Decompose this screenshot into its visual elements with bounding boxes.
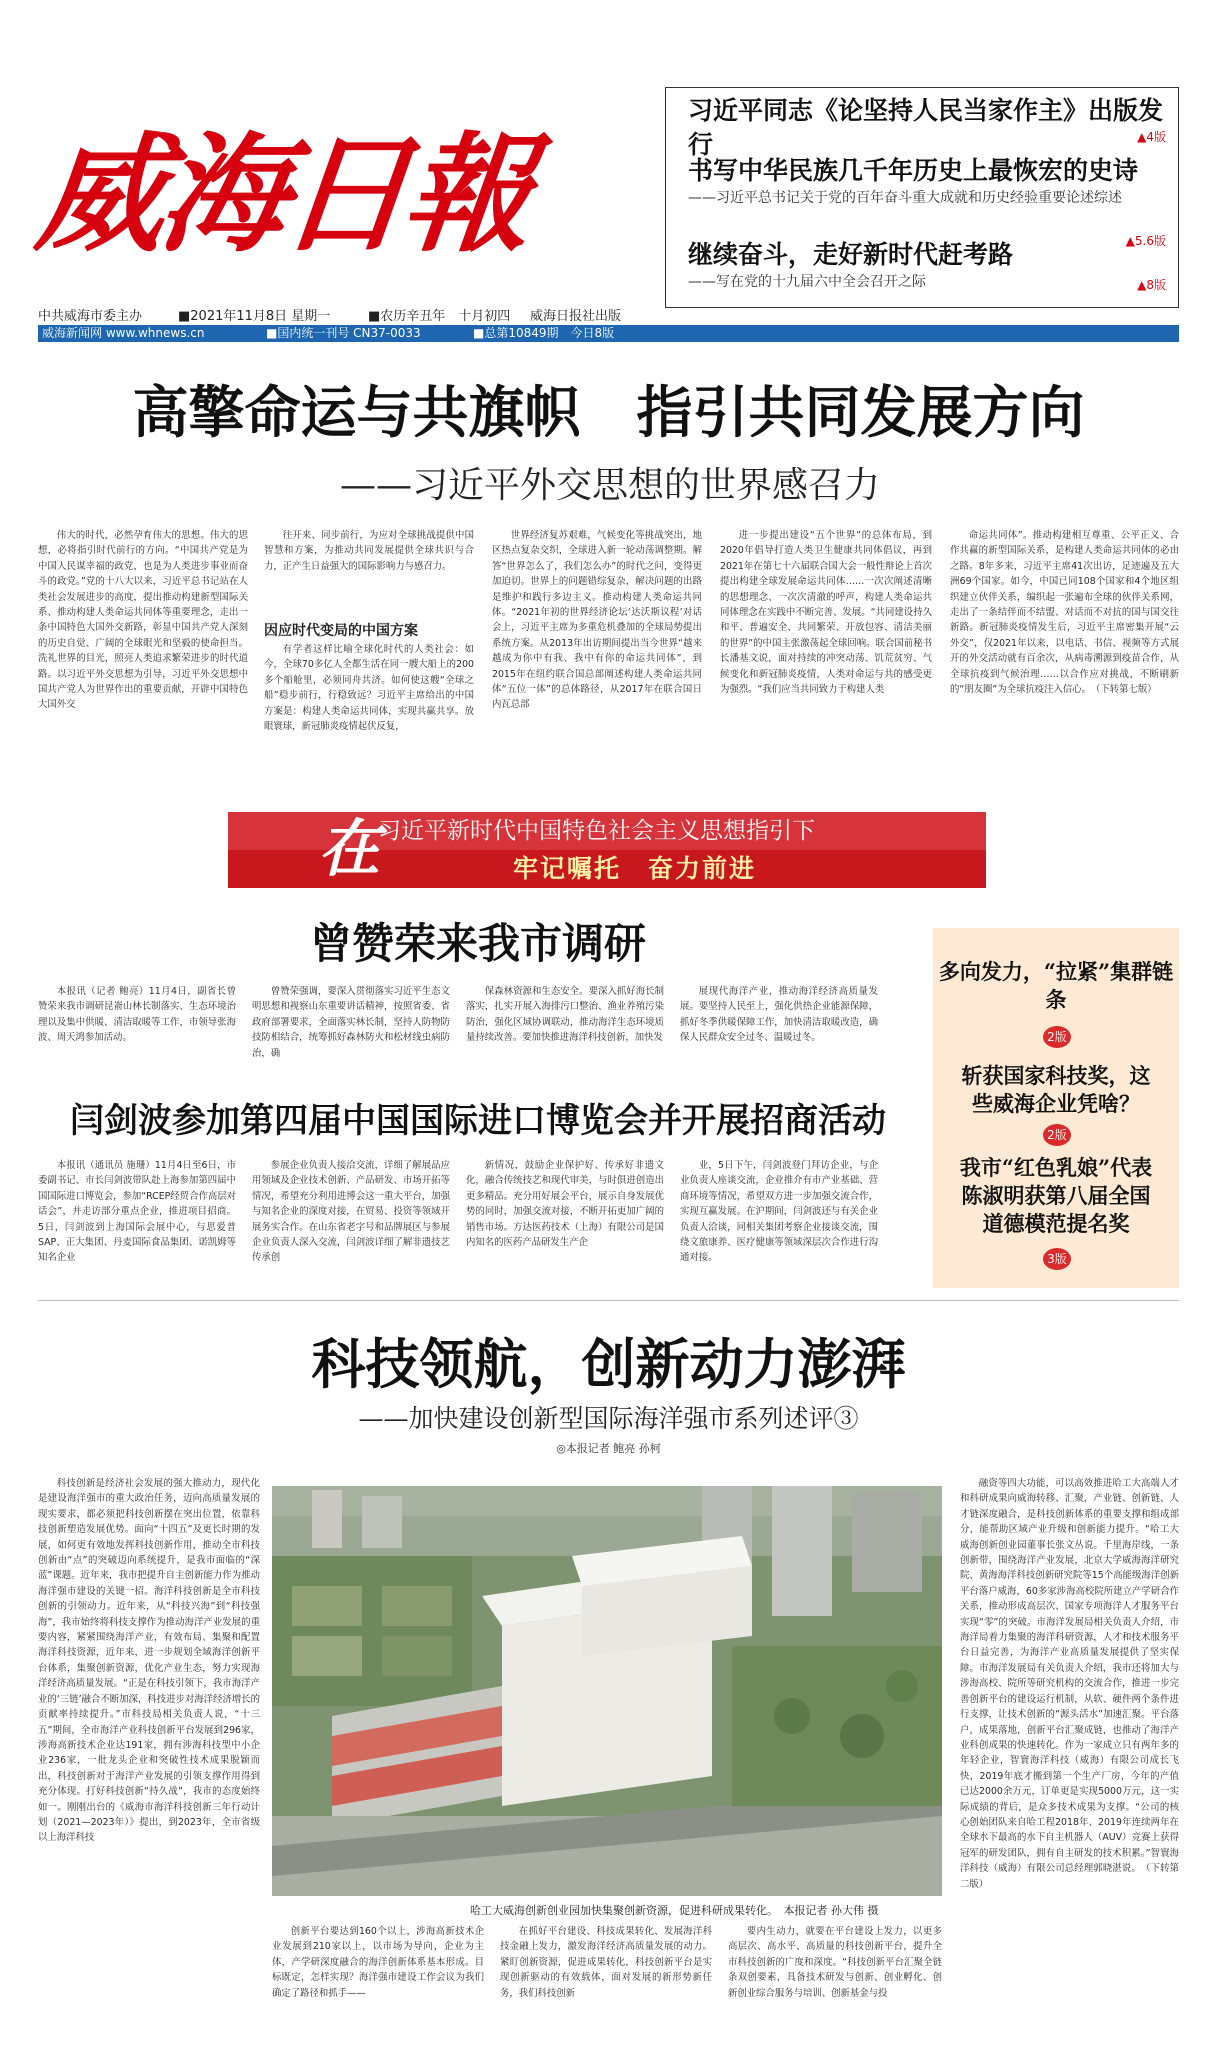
article3-headline: 闫剑波参加第四届中国国际进口博览会并开展招商活动 <box>70 1101 886 1141</box>
article3-column-2: 参展企业负责人接洽交流，详细了解展品应用领域及企业技术创新、产品研发、市场开拓等情况，希望充分利用进博会这一重大平台，加强与知名企业的深度对接，在贸易、投资等领域开展务实合作。在山东省老字号和品牌展区与参展企业负责人深入交流，闫剑波详细了解非遗技艺传承创 <box>252 1160 450 1264</box>
article3-column-3: 新情况，鼓励企业保护好、传承好非遗文化，融合传统技艺和现代审美，与时俱进创造出更多精品。充分用好展会平台，展示自身发展优势的同时，加强交流对接，不断开拓更加广阔的销售市场。方达医药技术（上海）有限公司是国内知名的医药产品研发生产企 <box>466 1160 664 1249</box>
photo-illustration <box>272 1486 942 1896</box>
theme-banner <box>228 812 986 888</box>
article2-column-4: 展现代海洋产业，推动海洋经济高质量发展。要坚持人民至上，强化供热企业能源保障，抓好冬季供暖保障工作，加快清洁取暖改造，确保人民群众安全过冬、温暖过冬。 <box>680 986 878 1044</box>
lead-headline: 高擎命运与共旗帜 指引共同发展方向 <box>132 380 1085 446</box>
masthead-title: 威海日報 <box>30 120 534 270</box>
campus-aerial-photo <box>272 1486 942 1896</box>
article4-headline: 科技领航，创新动力澎湃 <box>311 1332 906 1396</box>
article4-left-column: 科技创新是经济社会发展的强大推动力，现代化是建设海洋强市的重大政治任务，迈向高质量发展的现实要求，都必须把科技创新摆在突出位置，依靠科技创新塑造发展优势。面向“十四五”及更长时期的发展，如何更有效地发挥科技创新作用，推动全市科技创新由“点”的突破迈向系统提升，是我市面临的“深蓝”课题。近年来，我市把提升自主创新能力作为推动海洋强市建设的关键一招。海洋科技创新是全市科技创新的引领动力。近年来，从“科技兴海”到“科技强海”，我市始终将科技支撑作为推动海洋产业发展的重要内容，紧紧围绕海洋产业，有效布局、集聚和配置海洋科技资源，近年来，进一步规划全域海洋创新平台体系，集聚创新资源，优化产业生态，努力实现海洋经济高质量发展。“正是在科技引领下，我市海洋产业的‘三链’融合不断加深，科技进步对海洋经济增长的贡献率持续提升。”市科技局相关负责人说，“十三五”期间，全市海洋产业科技创新平台发展到296家，涉海高新技术企业达191家，拥有涉海科技型中小企业236家，一批龙头企业和突破性技术成果脱颖而出，科技创新对于海洋产业发展的引领支撑作用得到充分体现。打好科技创新“持久战”，我市的态度始终如一。刚刚出台的《威海市海洋科技创新三年行动计划（2021—2023年）》提出，到2023年，全市省级以上海洋科技 <box>38 1478 260 1844</box>
sidebar-item[interactable]: 多向发力，“拉紧”集群链条 <box>938 959 1174 1012</box>
lead-column-4: 进一步提出建设“五个世界”的总体布局，到2020年倡导打造人类卫生健康共同体倡议，再到2021年在第七十六届联合国大会一般性辩论上首次提出构建全球发展命运共同体……一次次阐述清晰的思想理念、一次次清澈的呼声，构建人类命运共同体理念在实践中不断完善、发展。“共同建设持久和平、普遍安全、共同繁荣、开放包容、清洁美丽的世界”的中国主张激荡起全球回响。联合国前秘书长潘基文说，面对持续的冲突动荡、饥荒贫穷、气候变化和新冠肺炎疫情，人类对命运与共的感受更为强烈。“我们应当共同致力于构建人类 <box>720 530 932 696</box>
section-divider <box>38 1300 1179 1301</box>
sidebar-page-badge: 3版 <box>1043 1248 1071 1270</box>
article4-bottom-column-2: 在抓好平台建设、科技成果转化、发展海洋科技金融上发力，激发海洋经济高质量发展的动力。紧盯创新资源，促进成果转化，科技创新平台是实现创新驱动的有效载体，面对发展的新形势新任务，我们科技创新 <box>500 1926 712 1999</box>
cn-number: ■国内统一刊号 CN37-0033 <box>266 326 421 340</box>
masthead-logo <box>30 95 650 295</box>
toc-item[interactable] <box>688 154 1166 248</box>
sidebar-page-badge: 2版 <box>1043 1026 1071 1048</box>
lead-column-1: 伟大的时代，必然孕育伟大的思想。伟大的思想，必将指引时代前行的方向。“中国共产党是为中国人民谋幸福的政党，也是为人类进步事业而奋斗的政党。”党的十八大以来，习近平总书记站在人类社会发展进步的高度，提出推动构建新型国际关系、推动构建人类命运共同体等重要理念，走出一条中国特色大国外交新路，彰显中国共产党人深刻的历史自觉、广阔的全球眼光和坚毅的使命担当。洗礼世界的目光，照亮人类追求繁荣进步的时代道路。以习近平外交思想为引导，习近平外交思想中国共产党人为世界作出的重要贡献，开辟中国特色大国外交 <box>38 530 248 711</box>
website[interactable]: 威海新闻网 www.whnews.cn <box>42 326 205 340</box>
lunar-date: ■农历辛丑年 十月初四 <box>368 309 511 324</box>
photo-caption: 哈工大威海创新创业园加快集聚创新资源，促进科研成果转化。 本报记者 孙大伟 摄 <box>470 1904 879 1917</box>
toc-title: 继续奋斗，走好新时代赶考路 <box>688 240 1014 269</box>
toc-item[interactable] <box>688 238 1166 292</box>
publisher: 威海日报社出版 <box>530 309 622 324</box>
article2-column-2: 曾赞荣强调，要深入贯彻落实习近平生态文明思想和视察山东重要讲话精神，按照省委、省政府部署要求，全面落实林长制，坚持人防物防技防相结合，统筹抓好森林防火和松材线虫病防治，确 <box>252 986 450 1059</box>
headline-index-box <box>665 87 1179 308</box>
article3-column-4: 业，5日下午，闫剑波登门拜访企业，与企业负责人座谈交流，企业推介有市产业基础、营商环境等情况，希望双方进一步加强交流合作，实现互赢发展。在沪期间，闫剑波还与有关企业负责人洽谈，同相关集团考察企业接谈交流，围绕文旅康养、医疗健康等领域深层次合作进行沟通对接。 <box>680 1160 878 1264</box>
banner-line-1: 习近平新时代中国特色社会主义思想指引下 <box>378 818 815 844</box>
article2-column-3: 保森林资源和生态安全。要深入抓好海长制落实，扎实开展入海排污口整治、渔业养殖污染防治，强化区域协调联动，推动海洋生态环境质量持续改善。要加快推进海洋科技创新，加快发 <box>466 986 664 1044</box>
issue-date: ■2021年11月8日 星期一 <box>178 309 331 324</box>
sidebar-teasers <box>933 928 1179 1288</box>
lead-column-2: 往开来、同步前行，为应对全球挑战提供中国智慧和方案，为推动共同发展提供全球共识与合力，正产生日益强大的国际影响力与感召力。 <box>264 530 474 572</box>
lead-column-5: 命运共同体”。推动构建相互尊重、公平正义、合作共赢的新型国际关系，是构建人类命运共同体的必由之路。8年多来，习近平主席41次出访，足迹遍及五大洲69个国家。如今，中国已同108个国家和4个地区组织建立伙伴关系，编织起一张遍布全球的伙伴关系网，走出了一条结伴而不结盟、对话而不对抗的国与国交往新路。新冠肺炎疫情发生后，习近平主席密集开展“云外交”，仅2021年以来，以电话、书信、视频等方式展开的外交活动就有百余次，从病毒溯源到疫苗合作，从全球抗疫到气候治理……以合作应对挑战，不断刷新的“朋友圈”为全球抗疫注入信心。 （下转第七版） <box>950 530 1179 696</box>
toc-page: ▲5.6版 <box>1125 234 1166 248</box>
article4-bottom-column-3: 要内生动力，就要在平台建设上发力，以更多高层次、高水平、高质量的科技创新平台，提升全市科技创新的广度和深度。“科技创新平台汇聚全链条双创要素，具备技术研发与创新、创业孵化、创新创业综合服务与培训、创新基金与投 <box>728 1926 942 1999</box>
article4-bottom-column-1: 创新平台要达到160个以上，涉海高新技术企业发展到210家以上，以市场为导向，企业为主体，产学研深度融合的海洋创新体系基本形成。目标既定，怎样实现？海洋强市建设工作会议为我们确定了路径和抓手—— <box>272 1926 484 1999</box>
lead-section-heading: 因应时代变局的中国方案 <box>264 623 418 639</box>
toc-page: ▲8版 <box>1137 278 1166 292</box>
article2-column-1: 本报讯（记者 鲍亮）11月4日，副省长曾赞荣来我市调研昆嵛山林长制落实、生态环境治理以及集中供暖、清洁取暖等工作，市领导张海波、周天鸿参加活动。 <box>38 986 236 1044</box>
sidebar-page-badge: 2版 <box>1043 1124 1071 1146</box>
toc-title: 习近平同志《论坚持人民当家作主》出版发行 <box>688 96 1164 159</box>
article2-headline: 曾赞荣来我市调研 <box>309 919 646 968</box>
toc-item[interactable] <box>688 94 1166 162</box>
sponsor: 中共威海市委主办 <box>38 309 143 324</box>
toc-subtitle: ——写在党的十九届六中全会召开之际 <box>688 274 926 290</box>
publication-bar <box>38 325 1179 342</box>
sidebar-item[interactable]: 斩获国家科技奖，这些威海企业凭啥？ <box>961 1063 1151 1116</box>
issue-number: ■总第10849期 今日8版 <box>473 326 615 340</box>
article4-subheadline: ——加快建设创新型国际海洋强市系列述评③ <box>358 1404 859 1433</box>
lead-column-3: 世界经济复苏艰难，气候变化等挑战突出，地区热点复杂交织，全球进入新一轮动荡调整期。解答“世界怎么了，我们怎么办”的时代之问，变得更加迫切。世界上的问题错综复杂，解决问题的出路是维护和践行多边主义。推动构建人类命运共同体。“2021年初的世界经济论坛‘达沃斯议程’对话会上，习近平主席为多重危机叠加的全球局势提出系统方案。从2013年出访期间提出当今世界“越来越成为你中有我、我中有你的命运共同体”，到2015年在纽约联合国总部阐述构建人类命运共同体“五位一体”的总体路径，从2017年在联合国日内瓦总部 <box>492 530 702 711</box>
lead-column-2b: 有学者这样比喻全球化时代的人类社会：如今，全球70多亿人全都生活在同一艘大船上的200多个船舱里，必须同舟共济。如何使这艘“全球之船”稳步前行，行稳致远？习近平主席给出的中国方案是：构建人类命运共同体，实现共赢共享。放眼寰球，新冠肺炎疫情起伏反复， <box>264 644 474 733</box>
article4-right-column: 融资等四大功能，可以高效推进哈工大高端人才和科研成果向威海转移、汇聚，产业链、创新链、人才链深度融合，是科技创新体系的重要支撑和组成部分，能帮助区域产业升级和创新能力提升。“哈工大威海创新创业园董事长张文丛说。千里海岸线，一条创新带，围绕海洋产业发展，北京大学威海海洋研究院、黄海海洋科技创新研究院等15个高能级海洋创新平台落户威海，60多家涉海高校院所建立产学研合作关系，推动形成高层次、国家专项海洋人才服务平台实现“零”的突破。市海洋发展局相关负责人介绍，市海洋局着力集聚的海洋科研资源，人才和技术服务平台日益完善，为海洋产业高质量发展提供了坚实保障。市海洋发展局有关负责人介绍，我市还将加大与涉海高校、院所等研究机构的交流合作，推进一步完善创新平台的建设运行机制，从软、硬件两个条件进行支撑，让技术创新的“源头活水”加速汇聚。平台落户，成果落地，创新平台汇聚成链，也推动了海洋产业科创成果的快速转化。作为一家成立只有两年多的年轻企业，智寰海洋科技（威海）有限公司成长飞快，2019年底才搬到第一个生产厂房，今年的产值已达2000余万元，订单更是实现5000万元，这一实际成绩的背后，是众多技术成果为支撑。“公司的核心创始团队来自哈工程2018年、2019年连续两年在全球水下最高的水下自主机器人（AUV）竞赛上获得冠军的研发团队，拥有自主研发的技术积累。”智寰海洋科技（威海）有限公司总经理郭晓湛说。 （下转第二版） <box>960 1478 1179 1890</box>
sidebar-item[interactable]: 我市“红色乳娘”代表陈淑明获第八届全国道德模范提名奖 <box>959 1155 1153 1236</box>
article3-column-1: 本报讯（通讯员 施珊）11月4日至6日，市委副书记、市长闫剑波带队赴上海参加第四届中国国际进口博览会，参加“RCEP经贸合作高层对话会”，并走访部分重点企业，推进项目招商。5日，闫剑波到上海国际会展中心，与思爱普SAP、正大集团、丹麦国际食品集团、诺凯姆等知名企业 <box>38 1160 236 1264</box>
article4-byline: ◎本报记者 鲍亮 孙柯 <box>556 1442 661 1455</box>
banner-line-2: 牢记嘱托 奋力前进 <box>513 854 757 883</box>
banner-mark: 在 <box>318 812 381 885</box>
lead-subheadline: ——习近平外交思想的世界感召力 <box>339 465 880 506</box>
toc-subtitle: ——习近平总书记关于党的百年奋斗重大成就和历史经验重要论述综述 <box>688 190 1122 206</box>
toc-title: 书写中华民族几千年历史上最恢宏的史诗 <box>688 156 1139 185</box>
toc-page: ▲4版 <box>1137 130 1166 144</box>
